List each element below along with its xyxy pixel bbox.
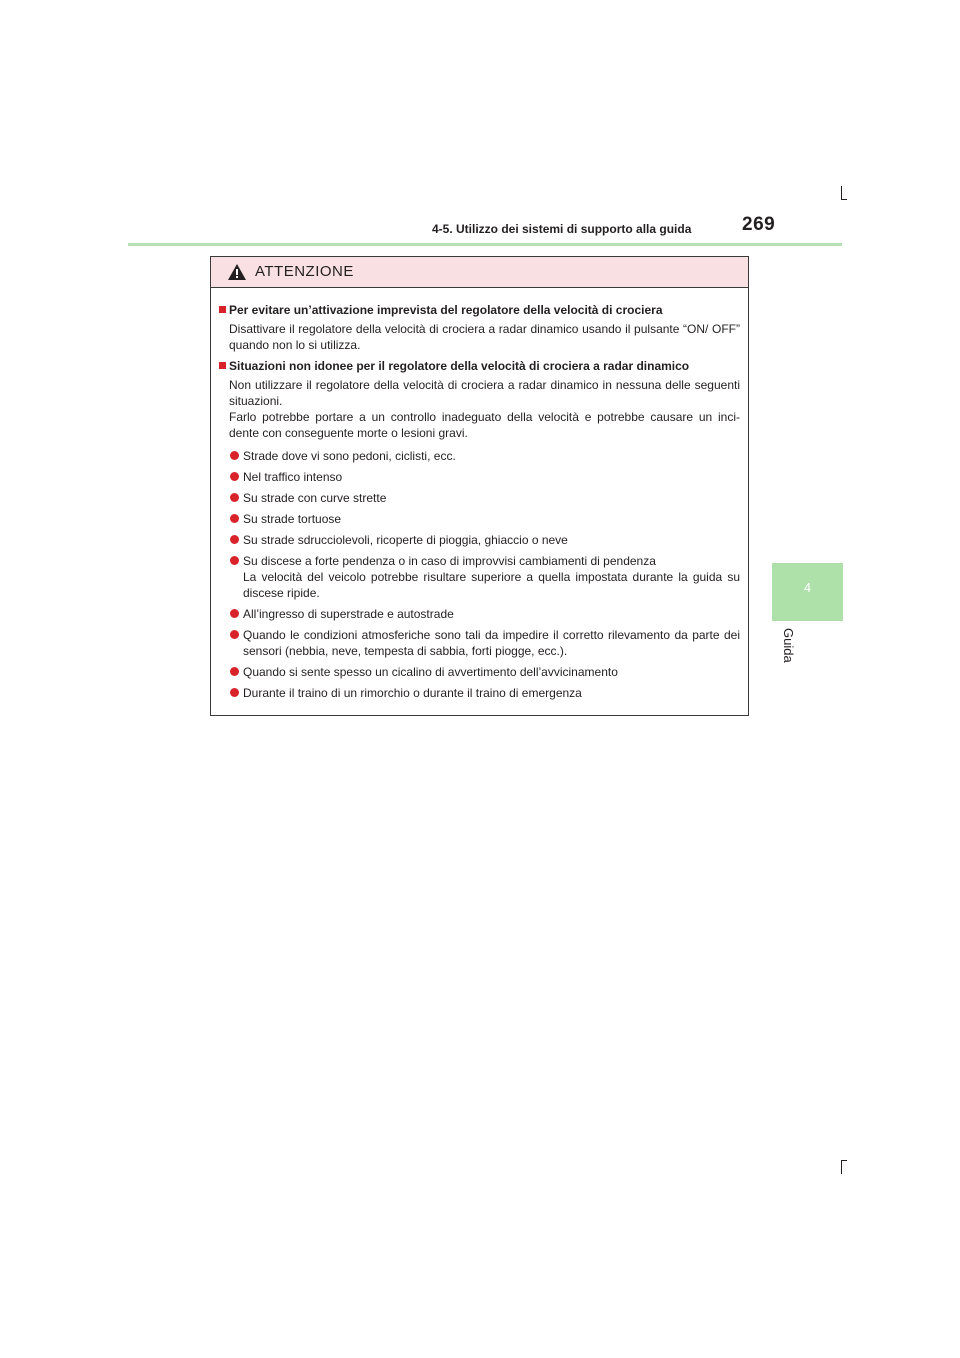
round-bullet-icon (230, 667, 239, 676)
crop-mark-top-tick (841, 199, 847, 200)
section-title-text: Situazioni non idonee per il regolatore della velocità di crociera a radar dinamico (229, 359, 690, 373)
paragraph: Farlo potrebbe portare a un controllo inadeguato della velocità e potrebbe causare un inci- dente con conseguente morte o lesioni gravi. (229, 410, 740, 440)
list-item: Su strade tortuose (219, 511, 740, 527)
round-bullet-icon (230, 630, 239, 639)
chapter-tab (772, 563, 843, 621)
crop-mark-top (841, 186, 842, 200)
round-bullet-icon (230, 556, 239, 565)
square-bullet-icon (219, 362, 226, 369)
warning-header (211, 257, 748, 288)
list-item: Strade dove vi sono pedoni, ciclisti, ecc. (219, 448, 740, 464)
list-item: Su discese a forte pendenza o in caso di improvvisi cambiamenti di pendenza La velocità del veicolo potrebbe risultare superiore a quella impostata durante la guida su discese ripide. (219, 553, 740, 601)
paragraph: Non utilizzare il regolatore della velocità di crociera a radar dinamico in nessuna delle seguenti situazioni. (229, 378, 740, 408)
list-item: Quando le condizioni atmosferiche sono tali da impedire il corretto rilevamento da parte dei sensori (nebbia, neve, tempesta di sabbia, forti piogge, ecc.). (219, 627, 740, 659)
round-bullet-icon (230, 535, 239, 544)
warning-triangle-icon (228, 264, 246, 280)
round-bullet-icon (230, 609, 239, 618)
round-bullet-icon (230, 688, 239, 697)
page-number: 269 (742, 214, 776, 235)
list-item-note: La velocità del veicolo potrebbe risultare superiore a quella impostata durante la guida su discese ripide. (243, 570, 740, 600)
list-item: Nel traffico intenso (219, 469, 740, 485)
paragraph: Disattivare il regolatore della velocità di crociera a radar dinamico usando il pulsante “ON/ OFF” quando non lo si utilizza. (229, 322, 740, 352)
list-item: Durante il traino di un rimorchio o durante il traino di emergenza (219, 685, 740, 701)
crop-mark-bottom (841, 1160, 842, 1174)
list-item: Su strade sdrucciolevoli, ricoperte di pioggia, ghiaccio o neve (219, 532, 740, 548)
list-item: All’ingresso di superstrade e autostrade (219, 606, 740, 622)
round-bullet-icon (230, 451, 239, 460)
chapter-tab-number: 4 (803, 580, 812, 595)
list-item: Su strade con curve strette (219, 490, 740, 506)
round-bullet-icon (230, 493, 239, 502)
section-title-text: Per evitare un’attivazione imprevista del regolatore della velocità di crociera (229, 303, 663, 317)
section-title (219, 358, 740, 374)
chapter-tab-label: Guida (781, 628, 796, 663)
section-header-title: 4-5. Utilizzo dei sistemi di supporto alla guida (432, 222, 692, 236)
crop-mark-bottom-tick (841, 1160, 847, 1161)
warning-body (211, 288, 748, 701)
header-rule (128, 243, 842, 246)
round-bullet-icon (230, 472, 239, 481)
round-bullet-icon (230, 514, 239, 523)
list-item: Quando si sente spesso un cicalino di avvertimento dell’avvicinamento (219, 664, 740, 680)
warning-title: ATTENZIONE (255, 263, 354, 280)
section-title (219, 302, 740, 318)
square-bullet-icon (219, 306, 226, 313)
warning-box (210, 256, 749, 716)
